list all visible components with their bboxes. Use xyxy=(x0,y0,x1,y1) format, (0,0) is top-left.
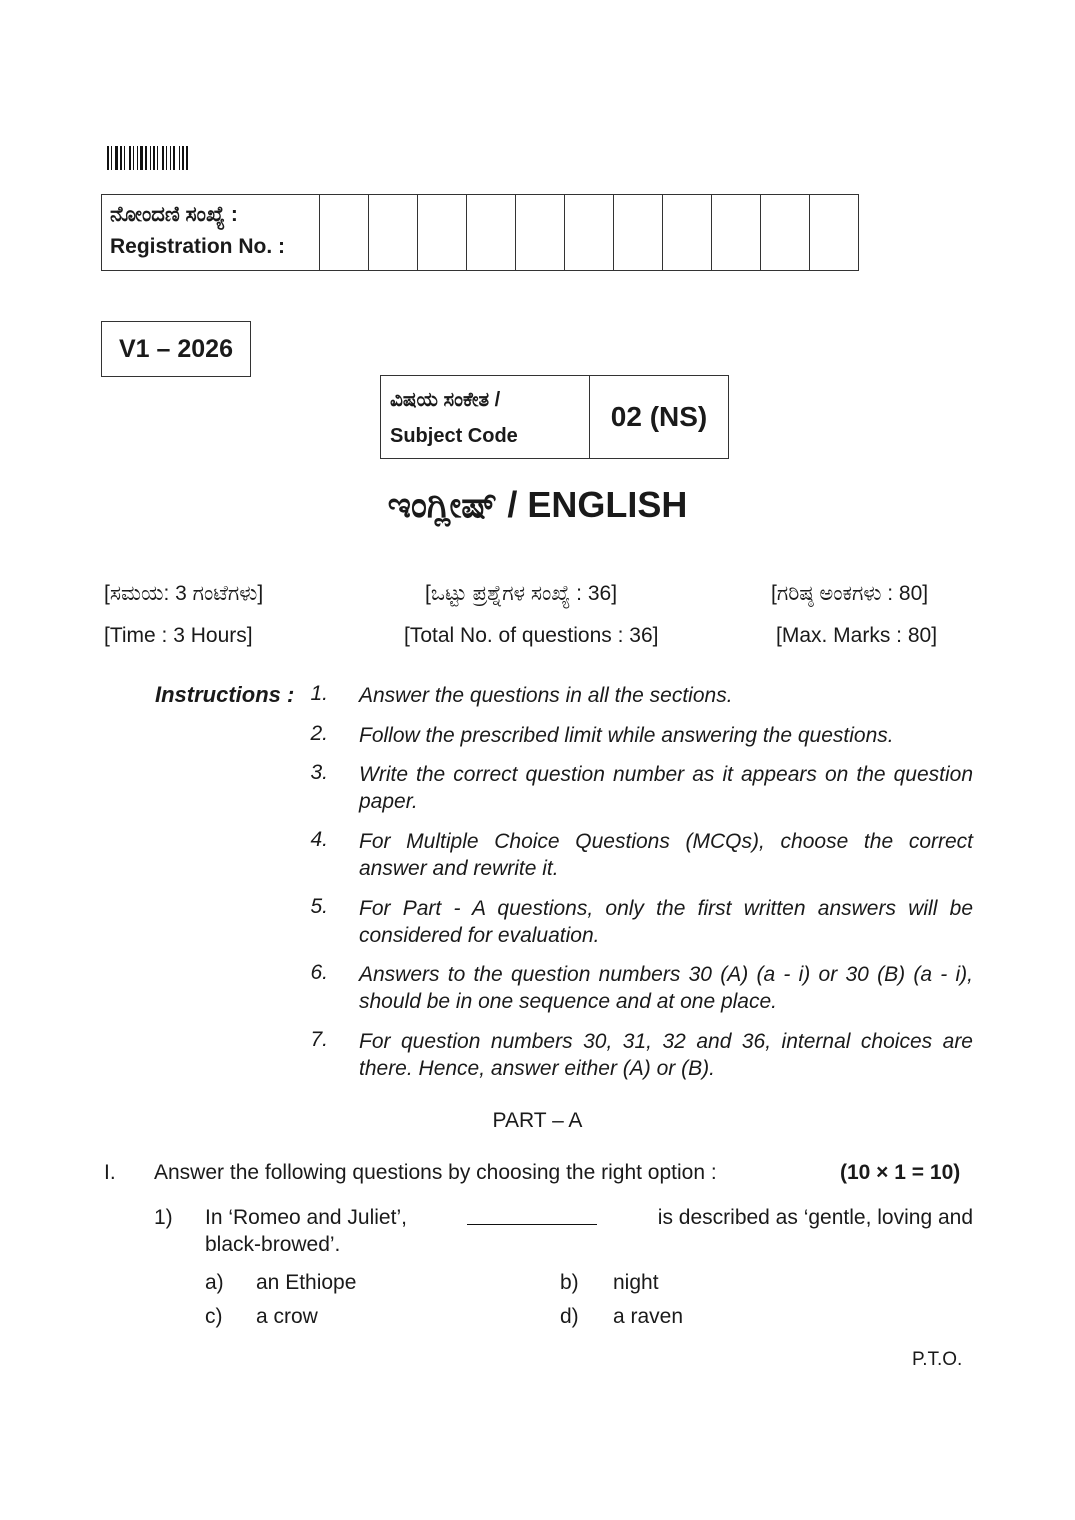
marks-english: [Max. Marks : 80] xyxy=(776,624,938,647)
version-code: V1 – 2026 xyxy=(101,321,251,377)
option-text: a raven xyxy=(613,1305,684,1328)
subject-code-value: 02 (NS) xyxy=(610,401,708,432)
paper-title: ಇಂಗ್ಲೀಷ್ / ENGLISH xyxy=(387,484,688,525)
instructions-heading: Instructions : xyxy=(155,682,295,707)
registration-cell[interactable] xyxy=(761,195,810,270)
registration-table xyxy=(101,194,859,271)
registration-cell[interactable] xyxy=(369,195,418,270)
barcode xyxy=(107,146,190,170)
option-text: a crow xyxy=(256,1305,318,1328)
instruction-number: 3. xyxy=(310,761,328,784)
questions-kannada: [ಒಟ್ಟು ಪ್ರಶ್ನೆಗಳ ಸಂಖ್ಯೆ : 36] xyxy=(425,582,618,605)
registration-cell[interactable] xyxy=(712,195,761,270)
registration-cell[interactable] xyxy=(565,195,614,270)
option-letter: c) xyxy=(205,1305,223,1328)
instruction-number: 1. xyxy=(310,682,328,705)
instruction-text: Answers to the question numbers 30 (A) (a - i) or 30 (B) (a - i), should be in one sequence and at one place. xyxy=(359,963,973,1013)
instruction-number: 6. xyxy=(310,961,328,984)
subject-label-kannada: ವಿಷಯ ಸಂಕೇತ / xyxy=(390,389,501,411)
instruction-text: Write the correct question number as it appears on the question paper. xyxy=(359,763,973,813)
instruction-text: For question numbers 30, 31, 32 and 36, internal choices are there. Hence, answer either (A) or (B). xyxy=(359,1030,973,1080)
option-letter: b) xyxy=(560,1271,579,1294)
questions-english: [Total No. of questions : 36] xyxy=(404,624,659,647)
registration-cell[interactable] xyxy=(516,195,565,270)
section-marks: (10 × 1 = 10) xyxy=(840,1161,961,1184)
registration-cell[interactable] xyxy=(614,195,663,270)
question-text-line2: black-browed’. xyxy=(205,1233,341,1256)
registration-label-kannada: ನೋಂದಣಿ ಸಂಖ್ಯೆ : xyxy=(110,203,238,226)
registration-label-english: Registration No. : xyxy=(110,235,286,258)
instruction-text: For Part - A questions, only the first written answers will be considered for evaluation. xyxy=(359,897,973,947)
registration-cell[interactable] xyxy=(810,195,858,270)
registration-cell[interactable] xyxy=(320,195,369,270)
time-kannada: [ಸಮಯ: 3 ಗಂಟೆಗಳು] xyxy=(104,582,264,605)
option-text: night xyxy=(613,1271,659,1294)
question-text-before: In ‘Romeo and Juliet’, xyxy=(205,1206,407,1229)
instruction-number: 4. xyxy=(310,828,328,851)
instruction-number: 5. xyxy=(310,895,328,918)
instruction-text: Follow the prescribed limit while answering the questions. xyxy=(359,724,894,747)
registration-label xyxy=(102,195,320,270)
option-letter: a) xyxy=(205,1271,224,1294)
page-turn-over: P.T.O. xyxy=(912,1349,963,1370)
section-number: I. xyxy=(104,1161,116,1184)
option-letter: d) xyxy=(560,1305,579,1328)
subject-code-label xyxy=(381,376,590,458)
section-instruction: Answer the following questions by choosing the right option : xyxy=(154,1161,717,1184)
instruction-text: Answer the questions in all the sections. xyxy=(359,684,733,707)
subject-label-english: Subject Code xyxy=(390,425,518,447)
marks-kannada: [ಗರಿಷ್ಠ ಅಂಕಗಳು : 80] xyxy=(771,582,929,605)
instruction-number: 7. xyxy=(310,1028,328,1051)
registration-cell[interactable] xyxy=(418,195,467,270)
option-text: an Ethiope xyxy=(256,1271,357,1294)
question-text-after: is described as ‘gentle, loving and xyxy=(657,1206,973,1229)
instruction-number: 2. xyxy=(310,722,328,745)
time-english: [Time : 3 Hours] xyxy=(104,624,253,647)
subject-code-box xyxy=(380,375,729,459)
part-title: PART – A xyxy=(492,1109,583,1132)
answer-blank xyxy=(467,1204,597,1225)
question-number: 1) xyxy=(154,1206,173,1229)
registration-cell[interactable] xyxy=(467,195,516,270)
registration-cell[interactable] xyxy=(663,195,712,270)
question-text-line1 xyxy=(205,1204,973,1231)
instruction-text: For Multiple Choice Questions (MCQs), choose the correct answer and rewrite it. xyxy=(359,830,973,880)
